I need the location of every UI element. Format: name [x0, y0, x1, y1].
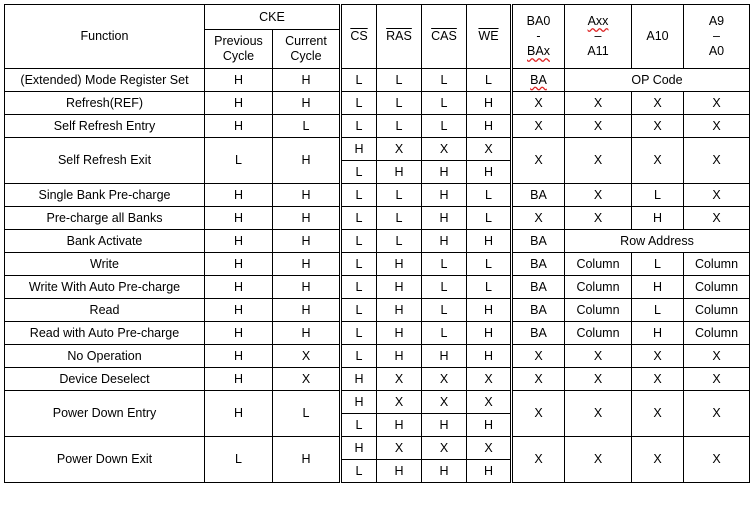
cell: X	[565, 437, 632, 483]
cell: L	[205, 138, 273, 184]
cell: L	[422, 276, 467, 299]
cell: L	[341, 414, 377, 437]
cell: H	[205, 92, 273, 115]
cell: L	[341, 253, 377, 276]
cell: X	[684, 138, 750, 184]
cell: H	[341, 437, 377, 460]
cell: H	[632, 276, 684, 299]
cell: X	[565, 391, 632, 437]
cell: L	[422, 69, 467, 92]
table-row	[5, 69, 750, 92]
cell: L	[467, 184, 512, 207]
cell: H	[205, 69, 273, 92]
function-cell: Self Refresh Entry	[5, 115, 205, 138]
cell: H	[273, 299, 341, 322]
cell: L	[632, 299, 684, 322]
cell: H	[377, 345, 422, 368]
cell: X	[512, 207, 565, 230]
cell: L	[467, 276, 512, 299]
function-cell: Pre-charge all Banks	[5, 207, 205, 230]
cell: Column	[565, 276, 632, 299]
cell: H	[205, 230, 273, 253]
cell: H	[377, 276, 422, 299]
cell: L	[205, 437, 273, 483]
cell: X	[512, 391, 565, 437]
table-row	[5, 276, 750, 299]
cell: Column	[684, 322, 750, 345]
cell: X	[565, 115, 632, 138]
cell: H	[467, 322, 512, 345]
table-row	[5, 437, 750, 460]
cell: X	[632, 115, 684, 138]
cell: H	[205, 391, 273, 437]
cell: H	[341, 138, 377, 161]
cell: H	[467, 115, 512, 138]
table-row	[5, 230, 750, 253]
cell: X	[467, 138, 512, 161]
cell: L	[467, 69, 512, 92]
cell: Column	[684, 299, 750, 322]
opcode-cell: OP Code	[565, 69, 750, 92]
function-cell: Refresh(REF)	[5, 92, 205, 115]
cell: X	[684, 437, 750, 483]
header-cas: $\overline{CAS}$	[422, 5, 467, 69]
cell: L	[341, 299, 377, 322]
cell: X	[632, 92, 684, 115]
cell: H	[273, 138, 341, 184]
cell: H	[422, 345, 467, 368]
cell: L	[467, 253, 512, 276]
function-cell: No Operation	[5, 345, 205, 368]
cell: X	[512, 368, 565, 391]
table-row	[5, 322, 750, 345]
cell: BA	[512, 299, 565, 322]
header-previous-cycle: Previous Cycle	[205, 30, 273, 69]
cell: L	[341, 207, 377, 230]
header-function: Function	[5, 5, 205, 69]
row-address-cell: Row Address	[565, 230, 750, 253]
cell: X	[377, 437, 422, 460]
cell: X	[684, 207, 750, 230]
table-row	[5, 138, 750, 161]
cell: X	[273, 368, 341, 391]
cell: BA	[512, 230, 565, 253]
cell: L	[341, 92, 377, 115]
header-cke: CKE	[205, 5, 341, 30]
cell: BA	[512, 253, 565, 276]
cell: H	[205, 115, 273, 138]
cell: H	[205, 299, 273, 322]
header-ras: $\overline{RAS}$	[377, 5, 422, 69]
cell: L	[422, 322, 467, 345]
cell: L	[377, 184, 422, 207]
cell: L	[341, 276, 377, 299]
cell: H	[205, 276, 273, 299]
cell: H	[273, 253, 341, 276]
cell: Column	[565, 299, 632, 322]
cell: H	[273, 276, 341, 299]
function-cell: Bank Activate	[5, 230, 205, 253]
cell: H	[205, 207, 273, 230]
cell: H	[377, 253, 422, 276]
cell: H	[377, 460, 422, 483]
function-cell: Write With Auto Pre-charge	[5, 276, 205, 299]
cell: L	[341, 230, 377, 253]
cell: H	[632, 322, 684, 345]
cell: X	[684, 92, 750, 115]
cell: H	[205, 253, 273, 276]
cell: X	[467, 437, 512, 460]
cell: H	[205, 322, 273, 345]
cell: H	[467, 460, 512, 483]
cell: L	[341, 161, 377, 184]
function-cell: Power Down Entry	[5, 391, 205, 437]
command-truth-table-container	[4, 4, 750, 483]
cell: X	[467, 368, 512, 391]
cell: H	[341, 368, 377, 391]
table-row	[5, 368, 750, 391]
cell: H	[422, 460, 467, 483]
function-cell: Write	[5, 253, 205, 276]
header-current-cycle: Current Cycle	[273, 30, 341, 69]
cell: X	[565, 207, 632, 230]
cell: BA	[512, 322, 565, 345]
cell: H	[422, 414, 467, 437]
header-row-1	[5, 5, 750, 30]
cell: X	[467, 391, 512, 414]
cell: H	[422, 184, 467, 207]
cell: L	[422, 115, 467, 138]
table-row	[5, 345, 750, 368]
cell: L	[377, 69, 422, 92]
cell: L	[632, 253, 684, 276]
cell: BA	[512, 276, 565, 299]
function-cell: Read	[5, 299, 205, 322]
cell: X	[632, 368, 684, 391]
cell: L	[341, 322, 377, 345]
cell: H	[467, 299, 512, 322]
cell: H	[422, 161, 467, 184]
cell: L	[377, 115, 422, 138]
cell: X	[565, 345, 632, 368]
cell: X	[684, 368, 750, 391]
cell: BA	[512, 184, 565, 207]
cell: X	[632, 138, 684, 184]
cell: X	[565, 184, 632, 207]
cell: L	[422, 299, 467, 322]
cell: X	[273, 345, 341, 368]
cell: H	[422, 207, 467, 230]
table-row	[5, 92, 750, 115]
cell: BA	[512, 69, 565, 92]
table-row	[5, 207, 750, 230]
cell: H	[273, 207, 341, 230]
cell: L	[377, 207, 422, 230]
command-truth-table	[4, 4, 750, 483]
cell: X	[377, 368, 422, 391]
cell: L	[422, 253, 467, 276]
cell: H	[467, 345, 512, 368]
cell: X	[512, 138, 565, 184]
cell: Column	[684, 253, 750, 276]
cell: L	[341, 345, 377, 368]
cell: H	[273, 437, 341, 483]
cell: H	[341, 391, 377, 414]
cell: L	[273, 391, 341, 437]
cell: H	[377, 161, 422, 184]
cell: H	[205, 184, 273, 207]
cell: X	[632, 391, 684, 437]
function-cell: (Extended) Mode Register Set	[5, 69, 205, 92]
cell: X	[512, 115, 565, 138]
function-cell: Read with Auto Pre-charge	[5, 322, 205, 345]
cell: X	[565, 92, 632, 115]
cell: X	[512, 345, 565, 368]
cell: X	[512, 92, 565, 115]
cell: X	[632, 345, 684, 368]
cell: X	[422, 368, 467, 391]
cell: L	[422, 92, 467, 115]
cell: H	[273, 322, 341, 345]
cell: Column	[684, 276, 750, 299]
cell: H	[205, 345, 273, 368]
cell: L	[341, 69, 377, 92]
cell: L	[467, 207, 512, 230]
cell: H	[467, 230, 512, 253]
cell: L	[377, 92, 422, 115]
table-row	[5, 299, 750, 322]
cell: H	[273, 92, 341, 115]
cell: H	[273, 69, 341, 92]
table-row	[5, 391, 750, 414]
table-row	[5, 115, 750, 138]
cell: L	[632, 184, 684, 207]
header-axx: Axx – A11	[565, 5, 632, 69]
cell: L	[377, 230, 422, 253]
table-row	[5, 184, 750, 207]
cell: L	[341, 460, 377, 483]
function-cell: Single Bank Pre-charge	[5, 184, 205, 207]
cell: H	[377, 414, 422, 437]
cell: H	[273, 184, 341, 207]
cell: L	[273, 115, 341, 138]
function-cell: Self Refresh Exit	[5, 138, 205, 184]
table-row	[5, 253, 750, 276]
cell: X	[684, 184, 750, 207]
cell: H	[467, 92, 512, 115]
cell: L	[341, 184, 377, 207]
cell: X	[565, 138, 632, 184]
function-cell: Power Down Exit	[5, 437, 205, 483]
header-cs: $\overline{CS}$	[341, 5, 377, 69]
header-we: $\overline{WE}$	[467, 5, 512, 69]
cell: H	[377, 322, 422, 345]
cell: Column	[565, 253, 632, 276]
header-a9: A9 – A0	[684, 5, 750, 69]
cell: X	[377, 391, 422, 414]
function-cell: Device Deselect	[5, 368, 205, 391]
cell: H	[273, 230, 341, 253]
cell: X	[422, 437, 467, 460]
cell: H	[377, 299, 422, 322]
cell: H	[632, 207, 684, 230]
cell: X	[377, 138, 422, 161]
cell: X	[684, 345, 750, 368]
cell: X	[565, 368, 632, 391]
cell: H	[467, 414, 512, 437]
cell: X	[422, 391, 467, 414]
cell: X	[422, 138, 467, 161]
cell: X	[512, 437, 565, 483]
cell: X	[684, 115, 750, 138]
cell: H	[422, 230, 467, 253]
cell: L	[341, 115, 377, 138]
cell: X	[632, 437, 684, 483]
cell: H	[467, 161, 512, 184]
cell: X	[684, 391, 750, 437]
header-a10: A10	[632, 5, 684, 69]
header-ba: BA0 - BAx	[512, 5, 565, 69]
cell: Column	[565, 322, 632, 345]
cell: H	[205, 368, 273, 391]
